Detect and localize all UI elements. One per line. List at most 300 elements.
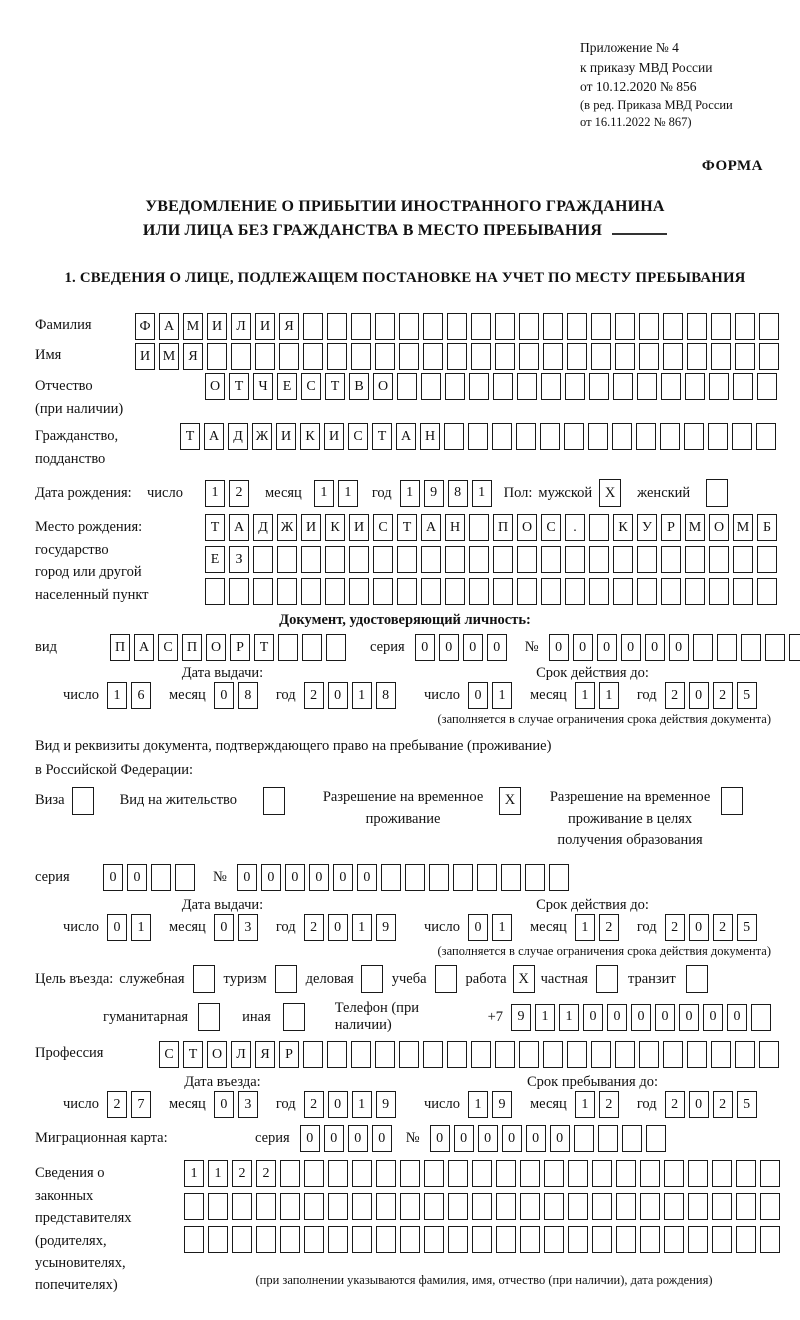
- form-cell[interactable]: 1: [131, 914, 151, 941]
- form-cell[interactable]: [423, 313, 443, 340]
- form-cell[interactable]: [472, 1226, 492, 1253]
- form-cell[interactable]: [256, 1193, 276, 1220]
- form-cell[interactable]: И: [135, 343, 155, 370]
- form-cell[interactable]: 2: [665, 914, 685, 941]
- form-cell[interactable]: 0: [689, 914, 709, 941]
- form-cell[interactable]: 1: [205, 480, 225, 507]
- form-cell[interactable]: [205, 578, 225, 605]
- form-cell[interactable]: К: [325, 514, 345, 541]
- form-cell[interactable]: [399, 343, 419, 370]
- form-cell[interactable]: [741, 634, 761, 661]
- form-cell[interactable]: 0: [372, 1125, 392, 1152]
- form-cell[interactable]: [304, 1160, 324, 1187]
- form-cell[interactable]: 0: [669, 634, 689, 661]
- form-cell[interactable]: [664, 1226, 684, 1253]
- form-cell[interactable]: Н: [420, 423, 440, 450]
- form-cell[interactable]: А: [134, 634, 154, 661]
- form-cell[interactable]: [447, 343, 467, 370]
- form-cell[interactable]: [622, 1125, 642, 1152]
- form-cell[interactable]: [688, 1226, 708, 1253]
- form-cell[interactable]: [381, 864, 401, 891]
- form-cell[interactable]: [733, 578, 753, 605]
- form-cell[interactable]: 0: [324, 1125, 344, 1152]
- form-cell[interactable]: И: [349, 514, 369, 541]
- purpose-business-checkbox[interactable]: [361, 965, 383, 993]
- form-cell[interactable]: 0: [127, 864, 147, 891]
- form-cell[interactable]: 2: [107, 1091, 127, 1118]
- form-cell[interactable]: 1: [184, 1160, 204, 1187]
- form-cell[interactable]: [501, 864, 521, 891]
- form-cell[interactable]: 9: [511, 1004, 531, 1031]
- form-cell[interactable]: [663, 313, 683, 340]
- form-cell[interactable]: 0: [502, 1125, 522, 1152]
- form-cell[interactable]: [717, 634, 737, 661]
- form-cell[interactable]: 0: [468, 682, 488, 709]
- form-cell[interactable]: 0: [597, 634, 617, 661]
- form-cell[interactable]: [495, 313, 515, 340]
- form-cell[interactable]: [733, 373, 753, 400]
- form-cell[interactable]: 1: [107, 682, 127, 709]
- form-cell[interactable]: Н: [445, 514, 465, 541]
- form-cell[interactable]: 0: [468, 914, 488, 941]
- form-cell[interactable]: [711, 343, 731, 370]
- form-cell[interactable]: 1: [575, 914, 595, 941]
- form-cell[interactable]: [541, 578, 561, 605]
- form-cell[interactable]: [424, 1226, 444, 1253]
- purpose-transit-checkbox[interactable]: [686, 965, 708, 993]
- form-cell[interactable]: [565, 546, 585, 573]
- form-cell[interactable]: 5: [737, 682, 757, 709]
- form-cell[interactable]: [376, 1160, 396, 1187]
- form-cell[interactable]: [472, 1160, 492, 1187]
- form-cell[interactable]: [447, 1041, 467, 1068]
- form-cell[interactable]: 8: [448, 480, 468, 507]
- form-cell[interactable]: [468, 423, 488, 450]
- form-cell[interactable]: [568, 1226, 588, 1253]
- form-cell[interactable]: 0: [237, 864, 257, 891]
- form-cell[interactable]: [640, 1226, 660, 1253]
- form-cell[interactable]: 7: [131, 1091, 151, 1118]
- form-cell[interactable]: Я: [279, 313, 299, 340]
- form-cell[interactable]: Т: [183, 1041, 203, 1068]
- form-cell[interactable]: 1: [208, 1160, 228, 1187]
- form-cell[interactable]: И: [301, 514, 321, 541]
- form-cell[interactable]: А: [421, 514, 441, 541]
- form-cell[interactable]: 0: [107, 914, 127, 941]
- form-cell[interactable]: 1: [492, 682, 512, 709]
- form-cell[interactable]: [613, 546, 633, 573]
- form-cell[interactable]: [325, 546, 345, 573]
- form-cell[interactable]: Д: [253, 514, 273, 541]
- form-cell[interactable]: [588, 423, 608, 450]
- form-cell[interactable]: [232, 1226, 252, 1253]
- form-cell[interactable]: [397, 578, 417, 605]
- form-cell[interactable]: 0: [727, 1004, 747, 1031]
- form-cell[interactable]: 2: [713, 1091, 733, 1118]
- form-cell[interactable]: [517, 546, 537, 573]
- form-cell[interactable]: [231, 343, 251, 370]
- form-cell[interactable]: [687, 313, 707, 340]
- form-cell[interactable]: [789, 634, 800, 661]
- form-cell[interactable]: 2: [713, 914, 733, 941]
- form-cell[interactable]: [664, 1193, 684, 1220]
- form-cell[interactable]: [736, 1160, 756, 1187]
- form-cell[interactable]: [351, 343, 371, 370]
- form-cell[interactable]: 1: [468, 1091, 488, 1118]
- form-cell[interactable]: 0: [103, 864, 123, 891]
- form-cell[interactable]: Т: [254, 634, 274, 661]
- form-cell[interactable]: [352, 1193, 372, 1220]
- form-cell[interactable]: [712, 1193, 732, 1220]
- form-cell[interactable]: [280, 1226, 300, 1253]
- form-cell[interactable]: [469, 514, 489, 541]
- form-cell[interactable]: [349, 578, 369, 605]
- form-cell[interactable]: 0: [328, 682, 348, 709]
- form-cell[interactable]: 2: [665, 682, 685, 709]
- form-cell[interactable]: [616, 1193, 636, 1220]
- form-cell[interactable]: [565, 578, 585, 605]
- form-cell[interactable]: [616, 1226, 636, 1253]
- form-cell[interactable]: [544, 1160, 564, 1187]
- form-cell[interactable]: [568, 1160, 588, 1187]
- form-cell[interactable]: [613, 578, 633, 605]
- form-cell[interactable]: [636, 423, 656, 450]
- form-cell[interactable]: 3: [238, 1091, 258, 1118]
- form-cell[interactable]: О: [709, 514, 729, 541]
- form-cell[interactable]: [471, 343, 491, 370]
- form-cell[interactable]: [448, 1226, 468, 1253]
- form-cell[interactable]: [304, 1193, 324, 1220]
- form-cell[interactable]: [397, 546, 417, 573]
- form-cell[interactable]: 0: [487, 634, 507, 661]
- form-cell[interactable]: [303, 1041, 323, 1068]
- form-cell[interactable]: [541, 546, 561, 573]
- form-cell[interactable]: Т: [180, 423, 200, 450]
- form-cell[interactable]: [301, 578, 321, 605]
- form-cell[interactable]: [589, 546, 609, 573]
- form-cell[interactable]: [543, 313, 563, 340]
- form-cell[interactable]: 0: [526, 1125, 546, 1152]
- form-cell[interactable]: [540, 423, 560, 450]
- purpose-humanitarian-checkbox[interactable]: [198, 1003, 220, 1031]
- form-cell[interactable]: 0: [679, 1004, 699, 1031]
- form-cell[interactable]: М: [733, 514, 753, 541]
- form-cell[interactable]: 0: [439, 634, 459, 661]
- form-cell[interactable]: М: [159, 343, 179, 370]
- form-cell[interactable]: [495, 1041, 515, 1068]
- form-cell[interactable]: [229, 578, 249, 605]
- form-cell[interactable]: [598, 1125, 618, 1152]
- form-cell[interactable]: 2: [304, 1091, 324, 1118]
- form-cell[interactable]: [660, 423, 680, 450]
- form-cell[interactable]: [373, 546, 393, 573]
- form-cell[interactable]: С: [373, 514, 393, 541]
- form-cell[interactable]: [421, 546, 441, 573]
- form-cell[interactable]: 1: [492, 914, 512, 941]
- form-cell[interactable]: [184, 1226, 204, 1253]
- form-cell[interactable]: 0: [309, 864, 329, 891]
- form-cell[interactable]: С: [158, 634, 178, 661]
- form-cell[interactable]: [469, 373, 489, 400]
- purpose-private-checkbox[interactable]: [596, 965, 618, 993]
- form-cell[interactable]: [640, 1193, 660, 1220]
- form-cell[interactable]: [685, 546, 705, 573]
- form-cell[interactable]: [280, 1193, 300, 1220]
- form-cell[interactable]: [448, 1160, 468, 1187]
- form-cell[interactable]: А: [229, 514, 249, 541]
- gender-male-checkbox[interactable]: X: [599, 479, 621, 507]
- form-cell[interactable]: [279, 343, 299, 370]
- form-cell[interactable]: [517, 373, 537, 400]
- form-cell[interactable]: [496, 1226, 516, 1253]
- form-cell[interactable]: [688, 1193, 708, 1220]
- form-cell[interactable]: [637, 373, 657, 400]
- form-cell[interactable]: [591, 1041, 611, 1068]
- form-cell[interactable]: [496, 1193, 516, 1220]
- form-cell[interactable]: 2: [713, 682, 733, 709]
- form-cell[interactable]: [375, 313, 395, 340]
- form-cell[interactable]: 0: [573, 634, 593, 661]
- form-cell[interactable]: 9: [492, 1091, 512, 1118]
- form-cell[interactable]: [736, 1226, 756, 1253]
- form-cell[interactable]: Л: [231, 313, 251, 340]
- form-cell[interactable]: 1: [472, 480, 492, 507]
- form-cell[interactable]: [232, 1193, 252, 1220]
- form-cell[interactable]: 0: [703, 1004, 723, 1031]
- form-cell[interactable]: [471, 313, 491, 340]
- form-cell[interactable]: [375, 343, 395, 370]
- form-cell[interactable]: [519, 343, 539, 370]
- form-cell[interactable]: [517, 578, 537, 605]
- form-cell[interactable]: [303, 313, 323, 340]
- form-cell[interactable]: [735, 343, 755, 370]
- form-cell[interactable]: 0: [333, 864, 353, 891]
- form-cell[interactable]: [520, 1226, 540, 1253]
- form-cell[interactable]: 0: [328, 914, 348, 941]
- form-cell[interactable]: [544, 1226, 564, 1253]
- form-cell[interactable]: [693, 634, 713, 661]
- form-cell[interactable]: [453, 864, 473, 891]
- form-cell[interactable]: И: [276, 423, 296, 450]
- form-cell[interactable]: Р: [279, 1041, 299, 1068]
- form-cell[interactable]: [175, 864, 195, 891]
- form-cell[interactable]: [444, 423, 464, 450]
- form-cell[interactable]: 0: [463, 634, 483, 661]
- form-cell[interactable]: [400, 1160, 420, 1187]
- form-cell[interactable]: [352, 1226, 372, 1253]
- form-cell[interactable]: Д: [228, 423, 248, 450]
- form-cell[interactable]: [543, 1041, 563, 1068]
- form-cell[interactable]: [589, 373, 609, 400]
- form-cell[interactable]: 2: [599, 1091, 619, 1118]
- edu-permit-checkbox[interactable]: [721, 787, 743, 815]
- form-cell[interactable]: [253, 578, 273, 605]
- form-cell[interactable]: [208, 1226, 228, 1253]
- form-cell[interactable]: С: [541, 514, 561, 541]
- form-cell[interactable]: Т: [229, 373, 249, 400]
- form-cell[interactable]: [757, 546, 777, 573]
- form-cell[interactable]: А: [204, 423, 224, 450]
- form-cell[interactable]: [637, 546, 657, 573]
- form-cell[interactable]: [564, 423, 584, 450]
- form-cell[interactable]: П: [110, 634, 130, 661]
- form-cell[interactable]: Т: [372, 423, 392, 450]
- form-cell[interactable]: [277, 546, 297, 573]
- form-cell[interactable]: 2: [665, 1091, 685, 1118]
- form-cell[interactable]: [280, 1160, 300, 1187]
- form-cell[interactable]: [445, 546, 465, 573]
- visa-checkbox[interactable]: [72, 787, 94, 815]
- form-cell[interactable]: [448, 1193, 468, 1220]
- form-cell[interactable]: [429, 864, 449, 891]
- form-cell[interactable]: М: [183, 313, 203, 340]
- form-cell[interactable]: [760, 1226, 780, 1253]
- form-cell[interactable]: [757, 373, 777, 400]
- form-cell[interactable]: [543, 343, 563, 370]
- form-cell[interactable]: 1: [314, 480, 334, 507]
- form-cell[interactable]: [375, 1041, 395, 1068]
- form-cell[interactable]: 0: [631, 1004, 651, 1031]
- form-cell[interactable]: Ж: [277, 514, 297, 541]
- form-cell[interactable]: 8: [376, 682, 396, 709]
- form-cell[interactable]: 0: [357, 864, 377, 891]
- form-cell[interactable]: [405, 864, 425, 891]
- form-cell[interactable]: [732, 423, 752, 450]
- form-cell[interactable]: 0: [689, 682, 709, 709]
- form-cell[interactable]: [327, 1041, 347, 1068]
- purpose-study-checkbox[interactable]: [435, 965, 457, 993]
- form-cell[interactable]: В: [349, 373, 369, 400]
- form-cell[interactable]: Р: [230, 634, 250, 661]
- form-cell[interactable]: [328, 1193, 348, 1220]
- form-cell[interactable]: [615, 1041, 635, 1068]
- form-cell[interactable]: 1: [338, 480, 358, 507]
- form-cell[interactable]: 1: [575, 682, 595, 709]
- form-cell[interactable]: [327, 343, 347, 370]
- form-cell[interactable]: [592, 1226, 612, 1253]
- form-cell[interactable]: 2: [229, 480, 249, 507]
- form-cell[interactable]: 2: [232, 1160, 252, 1187]
- form-cell[interactable]: [712, 1226, 732, 1253]
- form-cell[interactable]: [615, 343, 635, 370]
- form-cell[interactable]: 0: [454, 1125, 474, 1152]
- form-cell[interactable]: [399, 313, 419, 340]
- form-cell[interactable]: 0: [583, 1004, 603, 1031]
- form-cell[interactable]: Т: [325, 373, 345, 400]
- form-cell[interactable]: 1: [400, 480, 420, 507]
- form-cell[interactable]: К: [613, 514, 633, 541]
- form-cell[interactable]: 9: [424, 480, 444, 507]
- form-cell[interactable]: [351, 1041, 371, 1068]
- form-cell[interactable]: [302, 634, 322, 661]
- form-cell[interactable]: 1: [599, 682, 619, 709]
- form-cell[interactable]: [207, 343, 227, 370]
- form-cell[interactable]: [661, 578, 681, 605]
- form-cell[interactable]: [646, 1125, 666, 1152]
- form-cell[interactable]: [592, 1193, 612, 1220]
- form-cell[interactable]: [325, 578, 345, 605]
- form-cell[interactable]: С: [301, 373, 321, 400]
- form-cell[interactable]: [684, 423, 704, 450]
- form-cell[interactable]: [663, 343, 683, 370]
- form-cell[interactable]: [376, 1193, 396, 1220]
- form-cell[interactable]: [303, 343, 323, 370]
- form-cell[interactable]: [469, 546, 489, 573]
- form-cell[interactable]: [277, 578, 297, 605]
- form-cell[interactable]: 0: [261, 864, 281, 891]
- form-cell[interactable]: [326, 634, 346, 661]
- form-cell[interactable]: [589, 514, 609, 541]
- form-cell[interactable]: [663, 1041, 683, 1068]
- form-cell[interactable]: [424, 1193, 444, 1220]
- form-cell[interactable]: [469, 578, 489, 605]
- form-cell[interactable]: [568, 1193, 588, 1220]
- form-cell[interactable]: З: [229, 546, 249, 573]
- form-cell[interactable]: [709, 578, 729, 605]
- form-cell[interactable]: 9: [376, 914, 396, 941]
- form-cell[interactable]: [525, 864, 545, 891]
- form-cell[interactable]: 0: [430, 1125, 450, 1152]
- form-cell[interactable]: Ф: [135, 313, 155, 340]
- form-cell[interactable]: [661, 546, 681, 573]
- form-cell[interactable]: С: [348, 423, 368, 450]
- form-cell[interactable]: [759, 313, 779, 340]
- form-cell[interactable]: [549, 864, 569, 891]
- form-cell[interactable]: Р: [661, 514, 681, 541]
- form-cell[interactable]: [735, 1041, 755, 1068]
- form-cell[interactable]: 2: [304, 914, 324, 941]
- form-cell[interactable]: Е: [205, 546, 225, 573]
- form-cell[interactable]: [520, 1160, 540, 1187]
- form-cell[interactable]: [304, 1226, 324, 1253]
- form-cell[interactable]: [397, 373, 417, 400]
- form-cell[interactable]: [685, 578, 705, 605]
- form-cell[interactable]: 0: [655, 1004, 675, 1031]
- form-cell[interactable]: [184, 1193, 204, 1220]
- form-cell[interactable]: 2: [304, 682, 324, 709]
- form-cell[interactable]: [255, 343, 275, 370]
- form-cell[interactable]: М: [685, 514, 705, 541]
- form-cell[interactable]: [445, 578, 465, 605]
- form-cell[interactable]: [520, 1193, 540, 1220]
- form-cell[interactable]: 0: [328, 1091, 348, 1118]
- form-cell[interactable]: 2: [599, 914, 619, 941]
- form-cell[interactable]: [421, 373, 441, 400]
- form-cell[interactable]: [592, 1160, 612, 1187]
- form-cell[interactable]: [493, 578, 513, 605]
- form-cell[interactable]: [760, 1193, 780, 1220]
- form-cell[interactable]: [711, 1041, 731, 1068]
- form-cell[interactable]: И: [207, 313, 227, 340]
- form-cell[interactable]: Ч: [253, 373, 273, 400]
- form-cell[interactable]: [373, 578, 393, 605]
- form-cell[interactable]: [477, 864, 497, 891]
- form-cell[interactable]: [351, 313, 371, 340]
- form-cell[interactable]: 9: [376, 1091, 396, 1118]
- form-cell[interactable]: [687, 1041, 707, 1068]
- form-cell[interactable]: [736, 1193, 756, 1220]
- form-cell[interactable]: [687, 343, 707, 370]
- form-cell[interactable]: Л: [231, 1041, 251, 1068]
- form-cell[interactable]: [328, 1160, 348, 1187]
- form-cell[interactable]: 1: [559, 1004, 579, 1031]
- form-cell[interactable]: [253, 546, 273, 573]
- form-cell[interactable]: [471, 1041, 491, 1068]
- form-cell[interactable]: 1: [352, 914, 372, 941]
- form-cell[interactable]: [591, 343, 611, 370]
- form-cell[interactable]: 3: [238, 914, 258, 941]
- form-cell[interactable]: 8: [238, 682, 258, 709]
